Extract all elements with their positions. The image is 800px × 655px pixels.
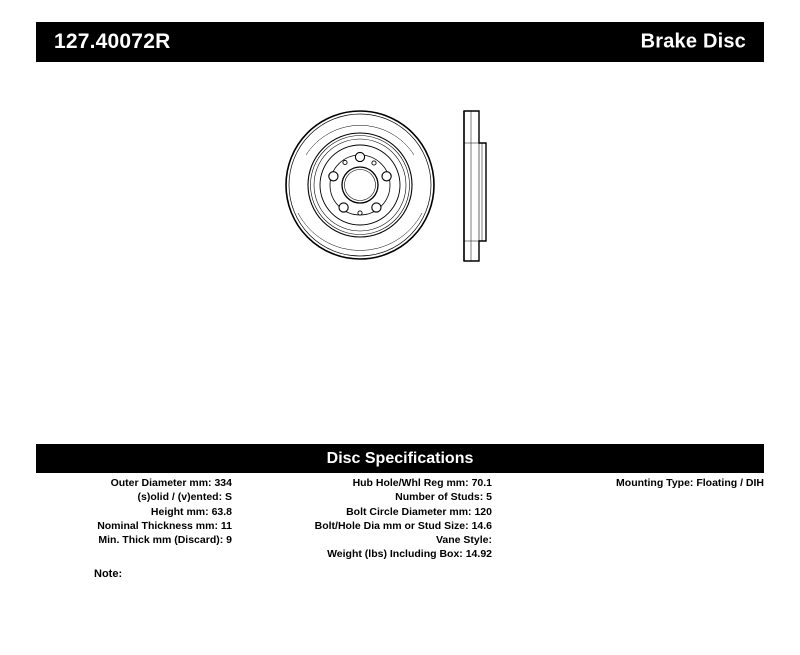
spec-row: [242, 533, 492, 547]
spec-value: 11: [220, 519, 232, 532]
spec-value: Floating / DIH: [696, 477, 764, 489]
spec-value: S: [224, 491, 232, 504]
spec-row: [242, 476, 492, 490]
spec-row: [36, 505, 232, 519]
product-image: [250, 95, 580, 280]
spec-column-right: [506, 476, 764, 490]
spec-value: 70.1: [471, 477, 492, 489]
spec-column-left: [36, 476, 232, 547]
spec-columns: [36, 476, 764, 571]
spec-value: 334: [214, 477, 232, 489]
spec-row: [242, 547, 492, 561]
brake-rotor-face-diagram: [286, 111, 434, 259]
spec-value: 63.8: [211, 505, 232, 518]
page-title: Brake Disc: [640, 30, 746, 53]
spec-row: [36, 490, 232, 504]
spec-label: Mounting Type:: [616, 477, 697, 489]
header-bar: [36, 22, 764, 62]
spec-row: [36, 519, 232, 533]
spec-label: Hub Hole/Whl Reg mm:: [352, 477, 472, 489]
spec-row: [36, 533, 232, 547]
spec-value: 5: [486, 491, 492, 504]
note-label: Note:: [94, 568, 123, 580]
spec-label: Bolt Circle Diameter mm:: [346, 505, 475, 518]
spec-row: [506, 476, 764, 490]
spec-value: 9: [226, 534, 232, 547]
spec-row: [36, 476, 232, 490]
spec-label: Nominal Thickness mm:: [97, 519, 221, 532]
spec-label: Outer Diameter mm:: [110, 477, 215, 489]
part-number: 127.40072R: [54, 30, 171, 53]
spec-label: Vane Style:: [435, 534, 492, 547]
spec-label: Min. Thick mm (Discard):: [98, 534, 227, 547]
spec-value: 14.92: [465, 548, 492, 561]
spec-label: Bolt/Hole Dia mm or Stud Size:: [314, 519, 472, 532]
spec-label: Height mm:: [150, 505, 212, 518]
spec-row: [242, 490, 492, 504]
spec-value: 120: [474, 505, 492, 518]
spec-label: Weight (lbs) Including Box:: [327, 548, 466, 561]
spec-label: Number of Studs:: [395, 491, 487, 504]
brake-rotor-edge-diagram: [464, 111, 486, 261]
spec-label: (s)olid / (v)ented:: [137, 491, 225, 504]
spec-value: 14.6: [471, 519, 492, 532]
spec-section-title: Disc Specifications: [326, 449, 474, 467]
spec-section-bar: [36, 444, 764, 473]
spec-column-middle: [242, 476, 492, 562]
spec-row: [242, 519, 492, 533]
spec-row: [242, 505, 492, 519]
